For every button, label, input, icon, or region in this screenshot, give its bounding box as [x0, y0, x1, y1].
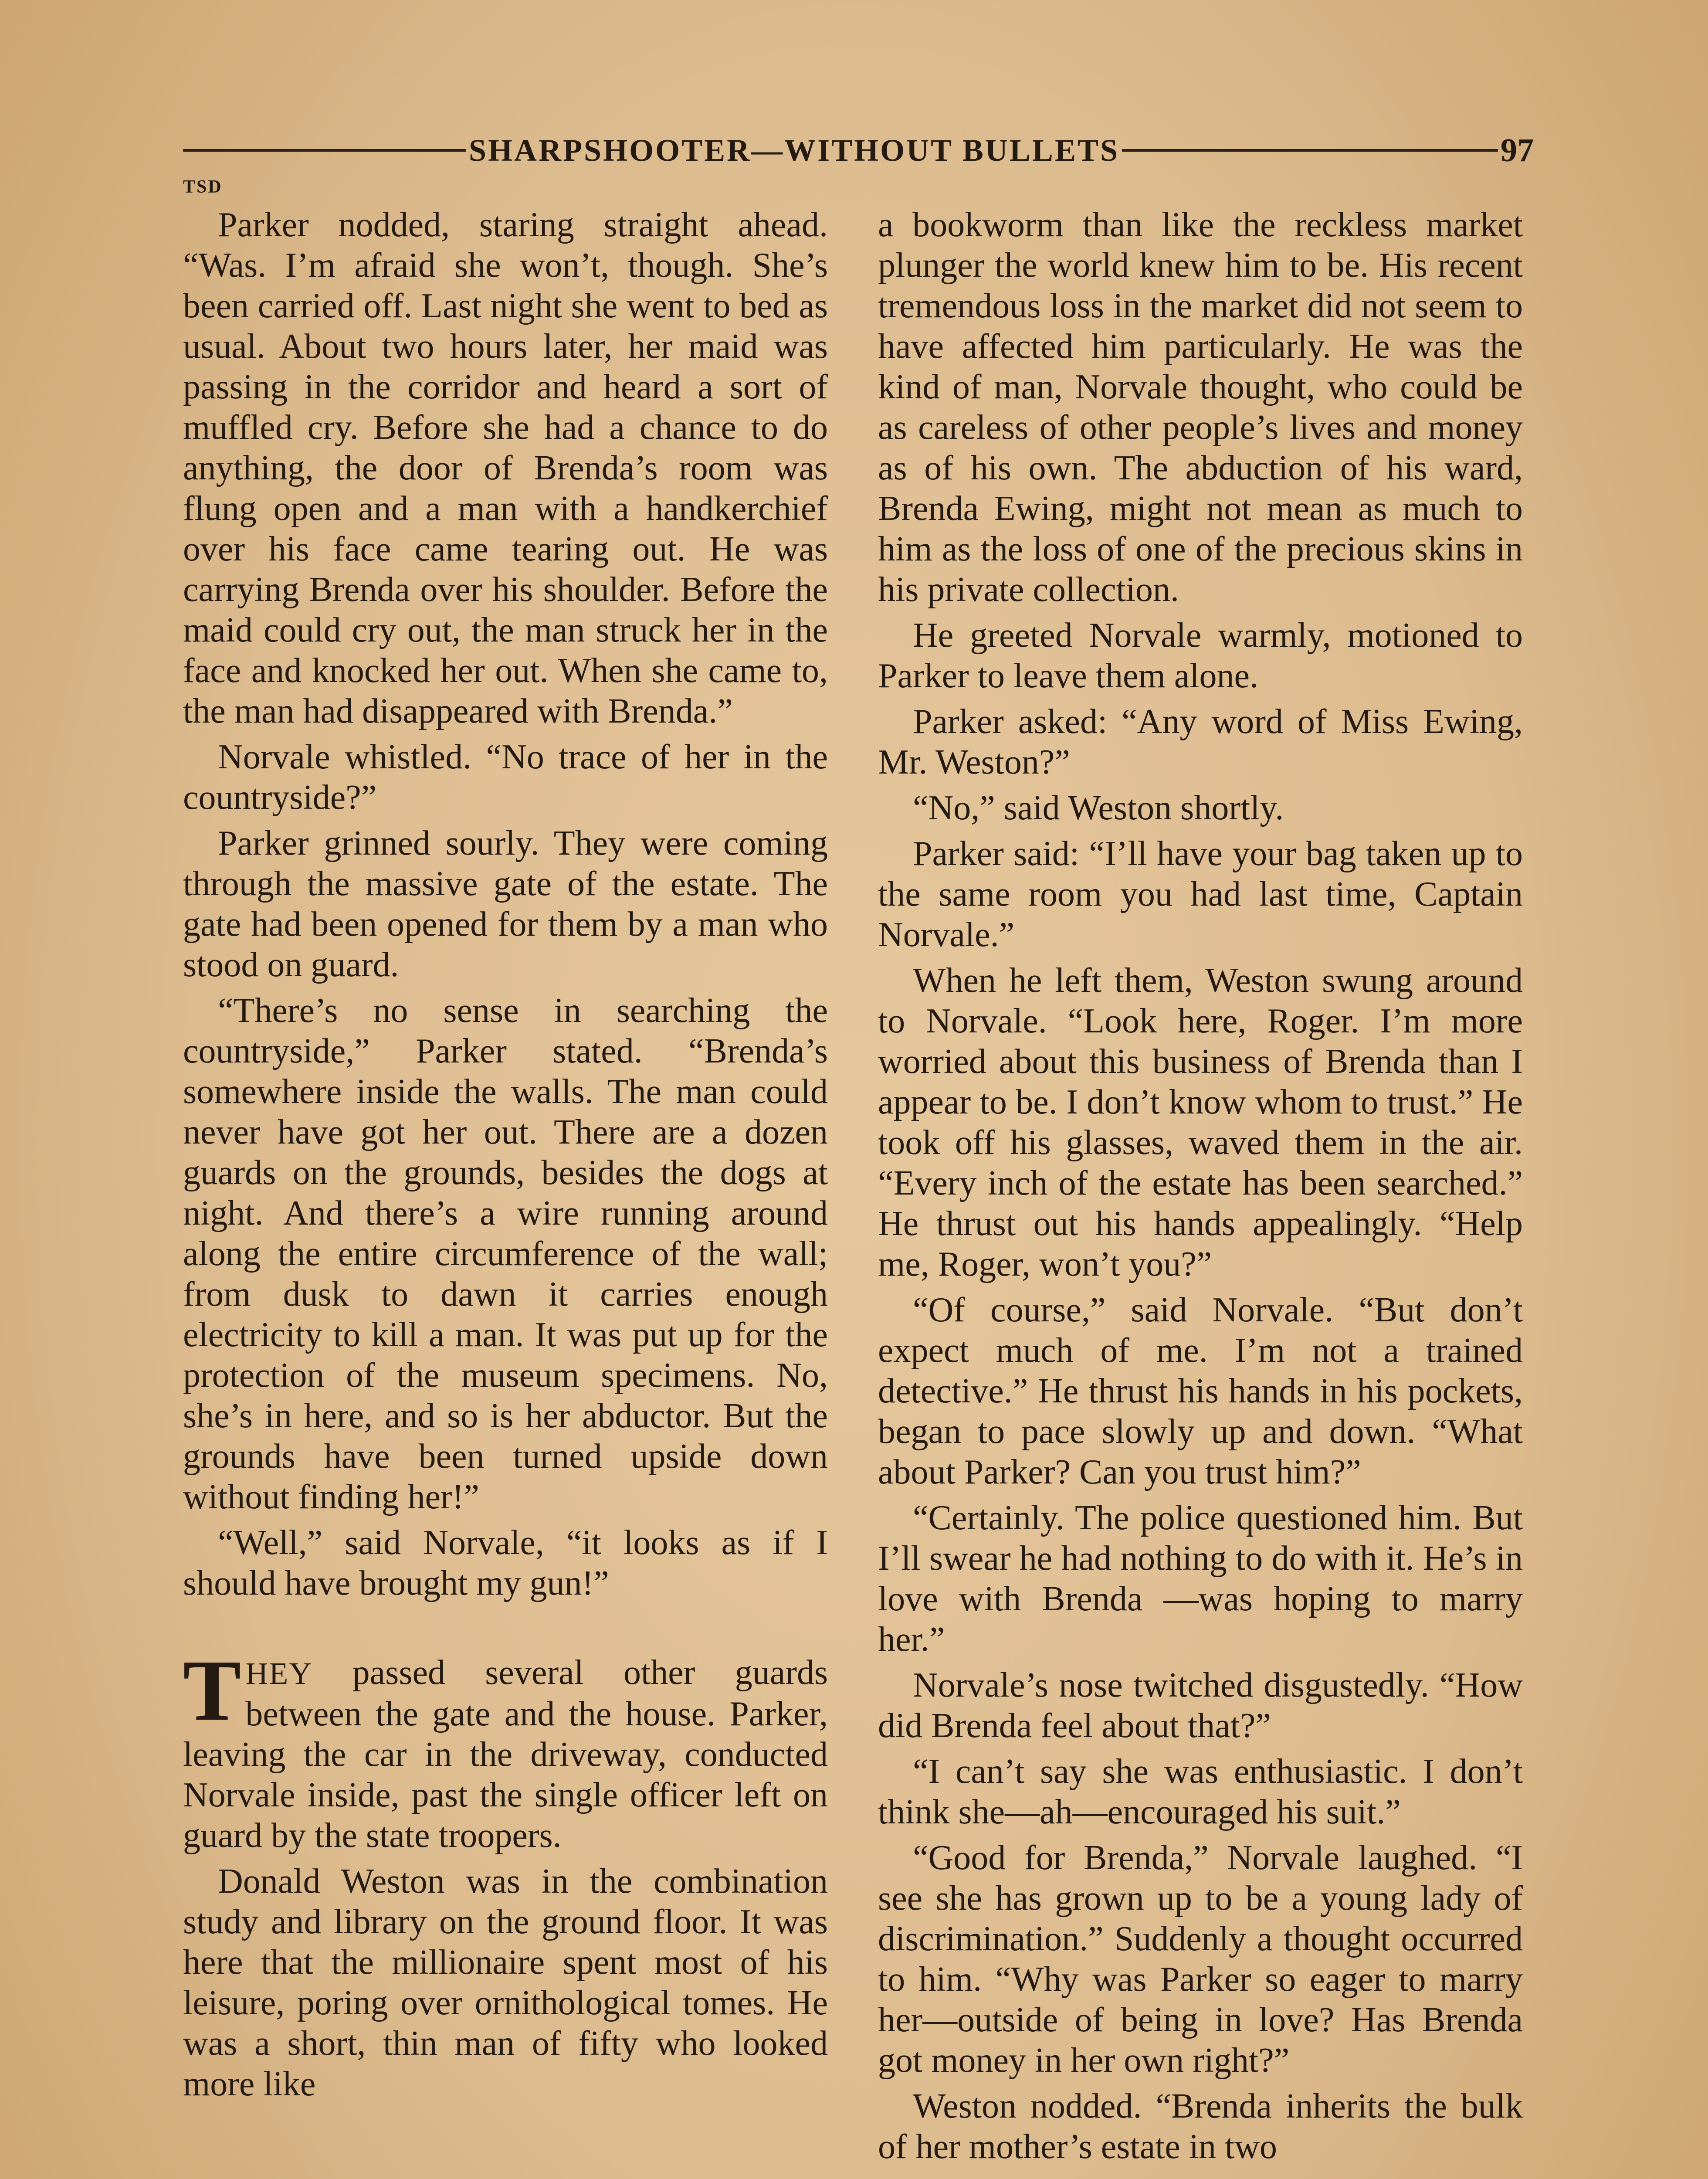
paragraph: Parker asked: “Any word of Miss Ewing, Mr. Weston?”: [878, 703, 1523, 781]
paragraph: Norvale’s nose twitched disgustedly. “How did Brenda feel about that?”: [878, 1666, 1523, 1745]
section-break: [183, 1609, 828, 1653]
drop-cap: T: [183, 1643, 241, 1739]
dropcap-paragraph: [183, 1643, 828, 1856]
paragraph: When he left them, Weston swung around to Norvale. “Look here, Roger. I’m more worried about this business of Brenda than I appear to be. I don’t know whom to trust.” He took off his glasses, waved them in the air. “Every inch of the estate has been searched.” He thrust out his hands appealingly. “Help me, Roger, won’t you?”: [878, 961, 1523, 1283]
paragraph: Donald Weston was in the combination study and library on the ground floor. It was here that the millionaire spent most of his leisure, poring over ornithological tomes. He was a short, thin man of fifty who looked more like: [183, 1862, 828, 2103]
running-title: SHARPSHOOTER—WITHOUT BULLETS: [469, 132, 1120, 168]
smallcaps-lead: HEY: [245, 1656, 313, 1691]
dropcap-paragraph-text: passed several other guards between the gate and the house. Parker, leaving the car in the driveway, conducted Norvale inside, past the single officer left on guard by the state troopers.: [183, 1653, 828, 1855]
paragraph: Parker nodded, staring straight ahead. “Was. I’m afraid she won’t, though. She’s been carried off. Last night she went to bed as usual. About two hours later, her maid was passing in the corridor and heard a sort of muffled cry. Before she had a chance to do anything, the door of Brenda’s room was flung open and a man with a handkerchief over his face came tearing out. He was carrying Brenda over his shoulder. Before the maid could cry out, the man struck her in the face and knocked her out. When she came to, the man had disappeared with Brenda.”: [183, 206, 828, 730]
paragraph: Norvale whistled. “No trace of her in the countryside?”: [183, 738, 828, 817]
header-rule-right: [1122, 149, 1498, 152]
paragraph: Parker said: “I’ll have your bag taken up to the same room you had last time, Captain Norvale.”: [878, 835, 1523, 954]
paragraph: “Well,” said Norvale, “it looks as if I should have brought my gun!”: [183, 1524, 828, 1602]
right-column: [878, 205, 1523, 2172]
left-column: [183, 205, 828, 2110]
paragraph: “Good for Brenda,” Norvale laughed. “I see she has grown up to be a young lady of discrimination.” Suddenly a thought occurred to him. “Why was Parker so eager to marry her—outside of being in love? Has Brenda got money in her own right?”: [878, 1839, 1523, 2080]
paragraph: “Of course,” said Norvale. “But don’t expect much of me. I’m not a trained detective.” He thrust his hands in his pockets, began to pace slowly up and down. “What about Parker? Can you trust him?”: [878, 1291, 1523, 1491]
paragraph: “No,” said Weston shortly.: [913, 789, 1284, 827]
paragraph: “Certainly. The police questioned him. But I’ll swear he had nothing to do with it. He’s in love with Brenda —was hoping to marry her.”: [878, 1499, 1523, 1659]
header-rule-left: [183, 149, 466, 152]
paragraph: “There’s no sense in searching the countryside,” Parker stated. “Brenda’s somewhere inside the walls. The man could never have got her out. There are a dozen guards on the grounds, besides the dogs at night. And there’s a wire running around along the entire circumference of the wall; from dusk to dawn it carries enough electricity to kill a man. It was put up for the protection of the museum specimens. No, she’s in here, and so is her abductor. But the grounds have been turned upside down without finding her!”: [183, 991, 828, 1516]
continued-paragraph: a bookworm than like the reckless market plunger the world knew him to be. His recent tremendous loss in the market did not seem to have affected him particularly. He was the kind of man, Norvale thought, who could be as careless of other people’s lives and money as of his own. The abduction of his ward, Brenda Ewing, might not mean as much to him as the loss of one of the precious skins in his private collection.: [878, 206, 1523, 609]
paragraph: He greeted Norvale warmly, motioned to Parker to leave them alone.: [878, 616, 1523, 695]
paragraph: “I can’t say she was enthusiastic. I don’t think she—ah—encouraged his suit.”: [878, 1752, 1523, 1831]
paragraph: Weston nodded. “Brenda inherits the bulk of her mother’s estate in two: [878, 2087, 1523, 2166]
running-header: [183, 131, 1534, 170]
section-mark: TSD: [183, 177, 223, 197]
paragraph: Parker grinned sourly. They were coming through the massive gate of the estate. The gate had been opened for them by a man who stood on guard.: [183, 824, 828, 984]
page-number: 97: [1501, 132, 1534, 169]
